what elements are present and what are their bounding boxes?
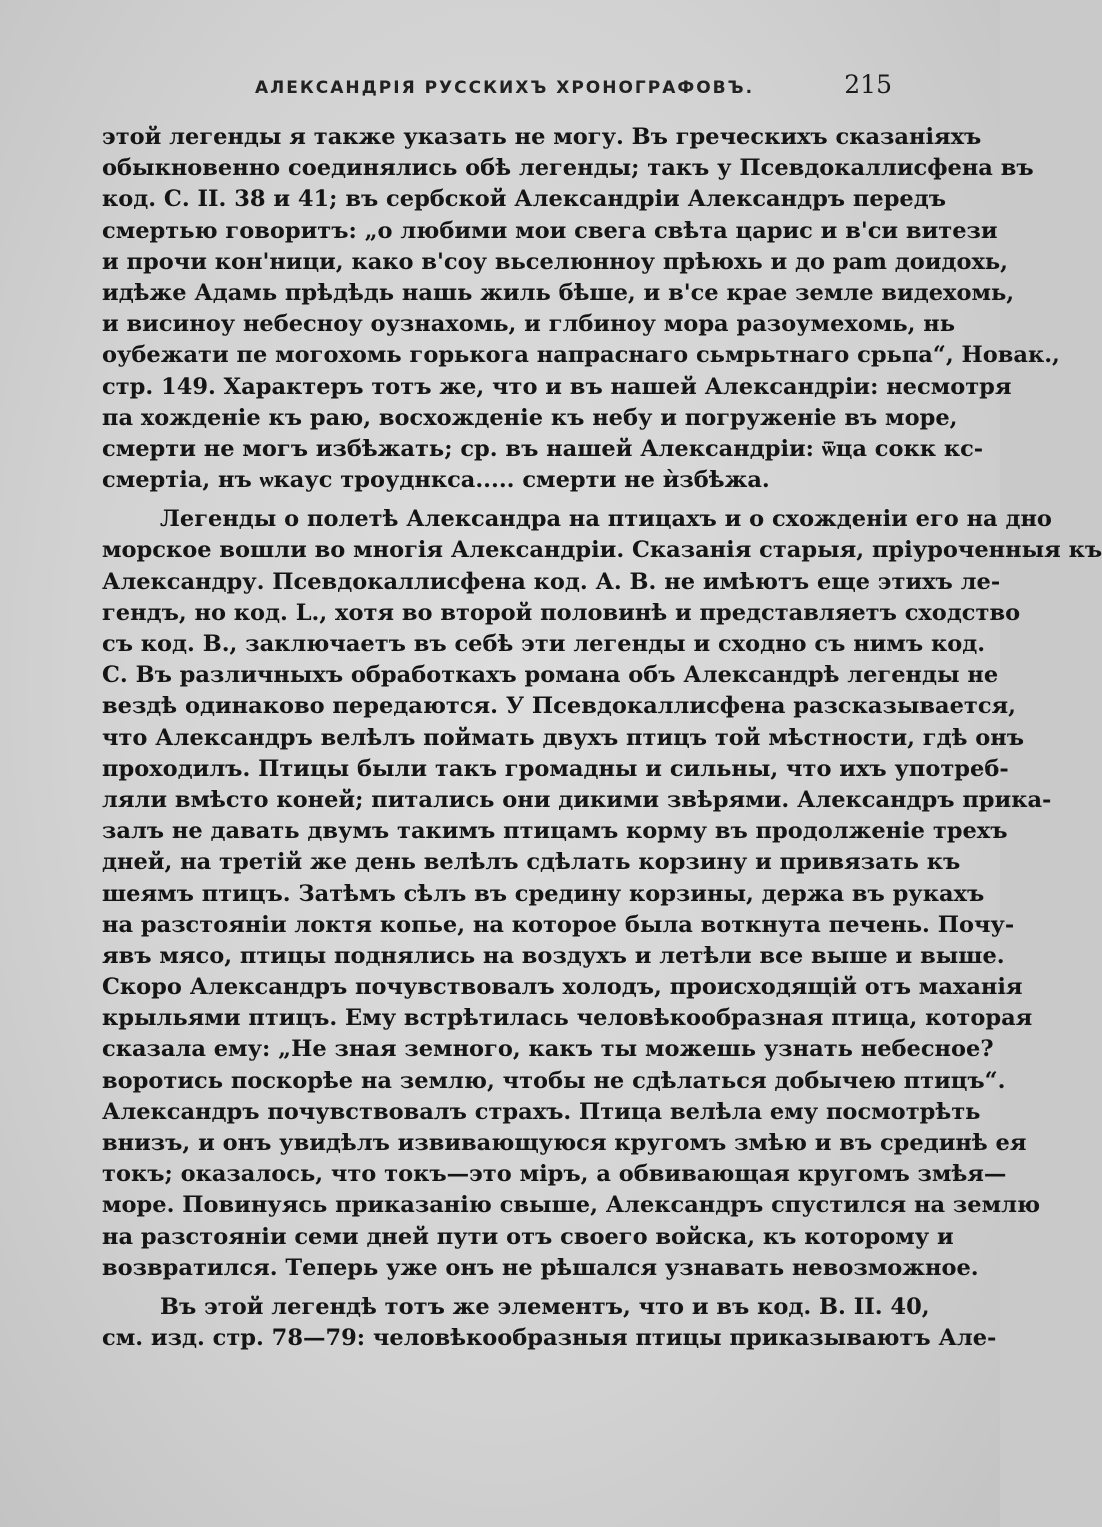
text-line: съ код. В., заключаетъ въ себѣ эти легенды и сходно съ нимъ код. [102, 631, 986, 657]
text-line: Александръ почувствовалъ страхъ. Птица велѣла ему посмотрѣть [102, 1098, 981, 1125]
text-line: море. Повинуясь приказанію свыше, Александръ спустился на землю [102, 1192, 1041, 1219]
page-number: 215 [844, 70, 892, 99]
text-line: гендъ, но код. L., хотя во второй половинѣ и представляетъ сходство [102, 599, 1021, 626]
text-line: возвратился. Теперь уже онъ не рѣшался узнавать невозможное. [102, 1254, 979, 1281]
running-title: АЛЕКСАНДРІЯ РУССКИХЪ ХРОНОГРАФОВЪ. [255, 78, 755, 98]
text-line: и прочи кон'ници, како в'соу вьселюнноу прѣюхь и до раm доидохь, [102, 248, 1009, 275]
text-line: па хожденіе къ раю, восхожденіе къ небу и погруженіе въ море, [102, 404, 958, 431]
text-line: обыкновенно соединялись обѣ легенды; такъ у Псевдокаллисфена въ [102, 155, 1034, 182]
paragraph-1 [102, 122, 1060, 496]
text-line: см. изд. стр. 78—79: человѣкообразныя птицы приказываютъ Але- [102, 1325, 997, 1352]
text-line: ляли вмѣсто коней; питались они дикими звѣрями. Александръ прика- [102, 786, 1052, 813]
text-line: проходилъ. Птицы были такъ громадны и сильны, что ихъ употреб- [102, 755, 1009, 782]
church-slavonic-quote-line: смертіа, нъ ѡкаус троуднкса..... смерти не ѝзбѣжа. [102, 467, 770, 494]
text-line: идѣже Адамь прѣдѣдь нашь жиль бѣше, и в'се крае земле видехомь, [102, 279, 1015, 306]
text-line: Скоро Александръ почувствовалъ холодъ, происходящій отъ маханія [102, 974, 1023, 1001]
text-line: Легенды о полетѣ Александра на птицахъ и о схожденіи его на дно [160, 506, 1052, 533]
text-line: вездѣ одинаково передаются. У Псевдокаллисфена разсказывается, [102, 693, 1016, 720]
text-line: залъ не давать двумъ такимъ птицамъ корму въ продолженіе трехъ [102, 818, 1008, 845]
text-line: Александру. Псевдокаллисфена код. А. В. не имѣютъ еще этихъ ле- [102, 568, 1001, 595]
text-line: крыльями птицъ. Ему встрѣтилась человѣкообразная птица, которая [102, 1005, 1033, 1032]
paragraph-2 [102, 504, 1102, 1284]
paragraph-3 [102, 1292, 997, 1354]
text-line: и висиноу небесноу оузнахомь, и глбиноу мора разоумехомь, нь [102, 311, 956, 338]
text-line: явъ мясо, птицы поднялись на воздухъ и летѣли все выше и выше. [102, 942, 1005, 969]
text-line: сказала ему: „Не зная земного, какъ ты можешь узнать небесное? [102, 1036, 994, 1063]
text-line: токъ; оказалось, что токъ—это міръ, а обвивающая кругомъ змѣя— [102, 1161, 1007, 1188]
text-line: смертью говоритъ: „о любими мои свега свѣта царис и в'си витези [102, 217, 998, 244]
text-line: смерти не могъ избѣжать; ср. въ нашей Александріи: ѿца сокк кс- [102, 435, 984, 462]
text-line: внизъ, и онъ увидѣлъ извивающуюся кругомъ змѣю и въ срединѣ ея [102, 1130, 1027, 1156]
text-line: что Александръ велѣлъ поймать двухъ птицъ той мѣстности, гдѣ онъ [102, 724, 1024, 751]
text-line: С. Въ различныхъ обработкахъ романа объ Александрѣ легенды не [102, 662, 999, 689]
text-line: стр. 149. Характеръ тотъ же, что и въ нашей Александріи: несмотря [102, 373, 1012, 400]
page-header [100, 70, 900, 110]
text-line: код. С. II. 38 и 41; въ сербской Александріи Александръ передъ [102, 186, 946, 213]
text-line: шеямъ птицъ. Затѣмъ сѣлъ въ средину корзины, держа въ рукахъ [102, 880, 985, 907]
text-line: Въ этой легендѣ тотъ же элементъ, что и въ код. В. II. 40, [160, 1293, 930, 1320]
text-line: оубежати пе могохомь горькога напраснаго сьмрьтнаго срьпа“, Новак., [102, 342, 1060, 369]
text-line: морское вошли во многія Александріи. Сказанія старыя, пріуроченныя къ [102, 537, 1102, 564]
text-line: на разстояніи семи дней пути отъ своего войска, къ которому и [102, 1223, 954, 1250]
text-line: дней, на третій же день велѣлъ сдѣлать корзину и привязать къ [102, 849, 961, 876]
text-line: на разстояніи локтя копье, на которое была воткнута печень. Почу- [102, 911, 1015, 938]
page-body [102, 122, 1102, 1354]
text-line: этой легенды я также указать не могу. Въ греческихъ сказаніяхъ [102, 124, 982, 150]
text-line: воротись поскорѣе на землю, чтобы не сдѣлаться добычею птицъ“. [102, 1067, 1006, 1094]
